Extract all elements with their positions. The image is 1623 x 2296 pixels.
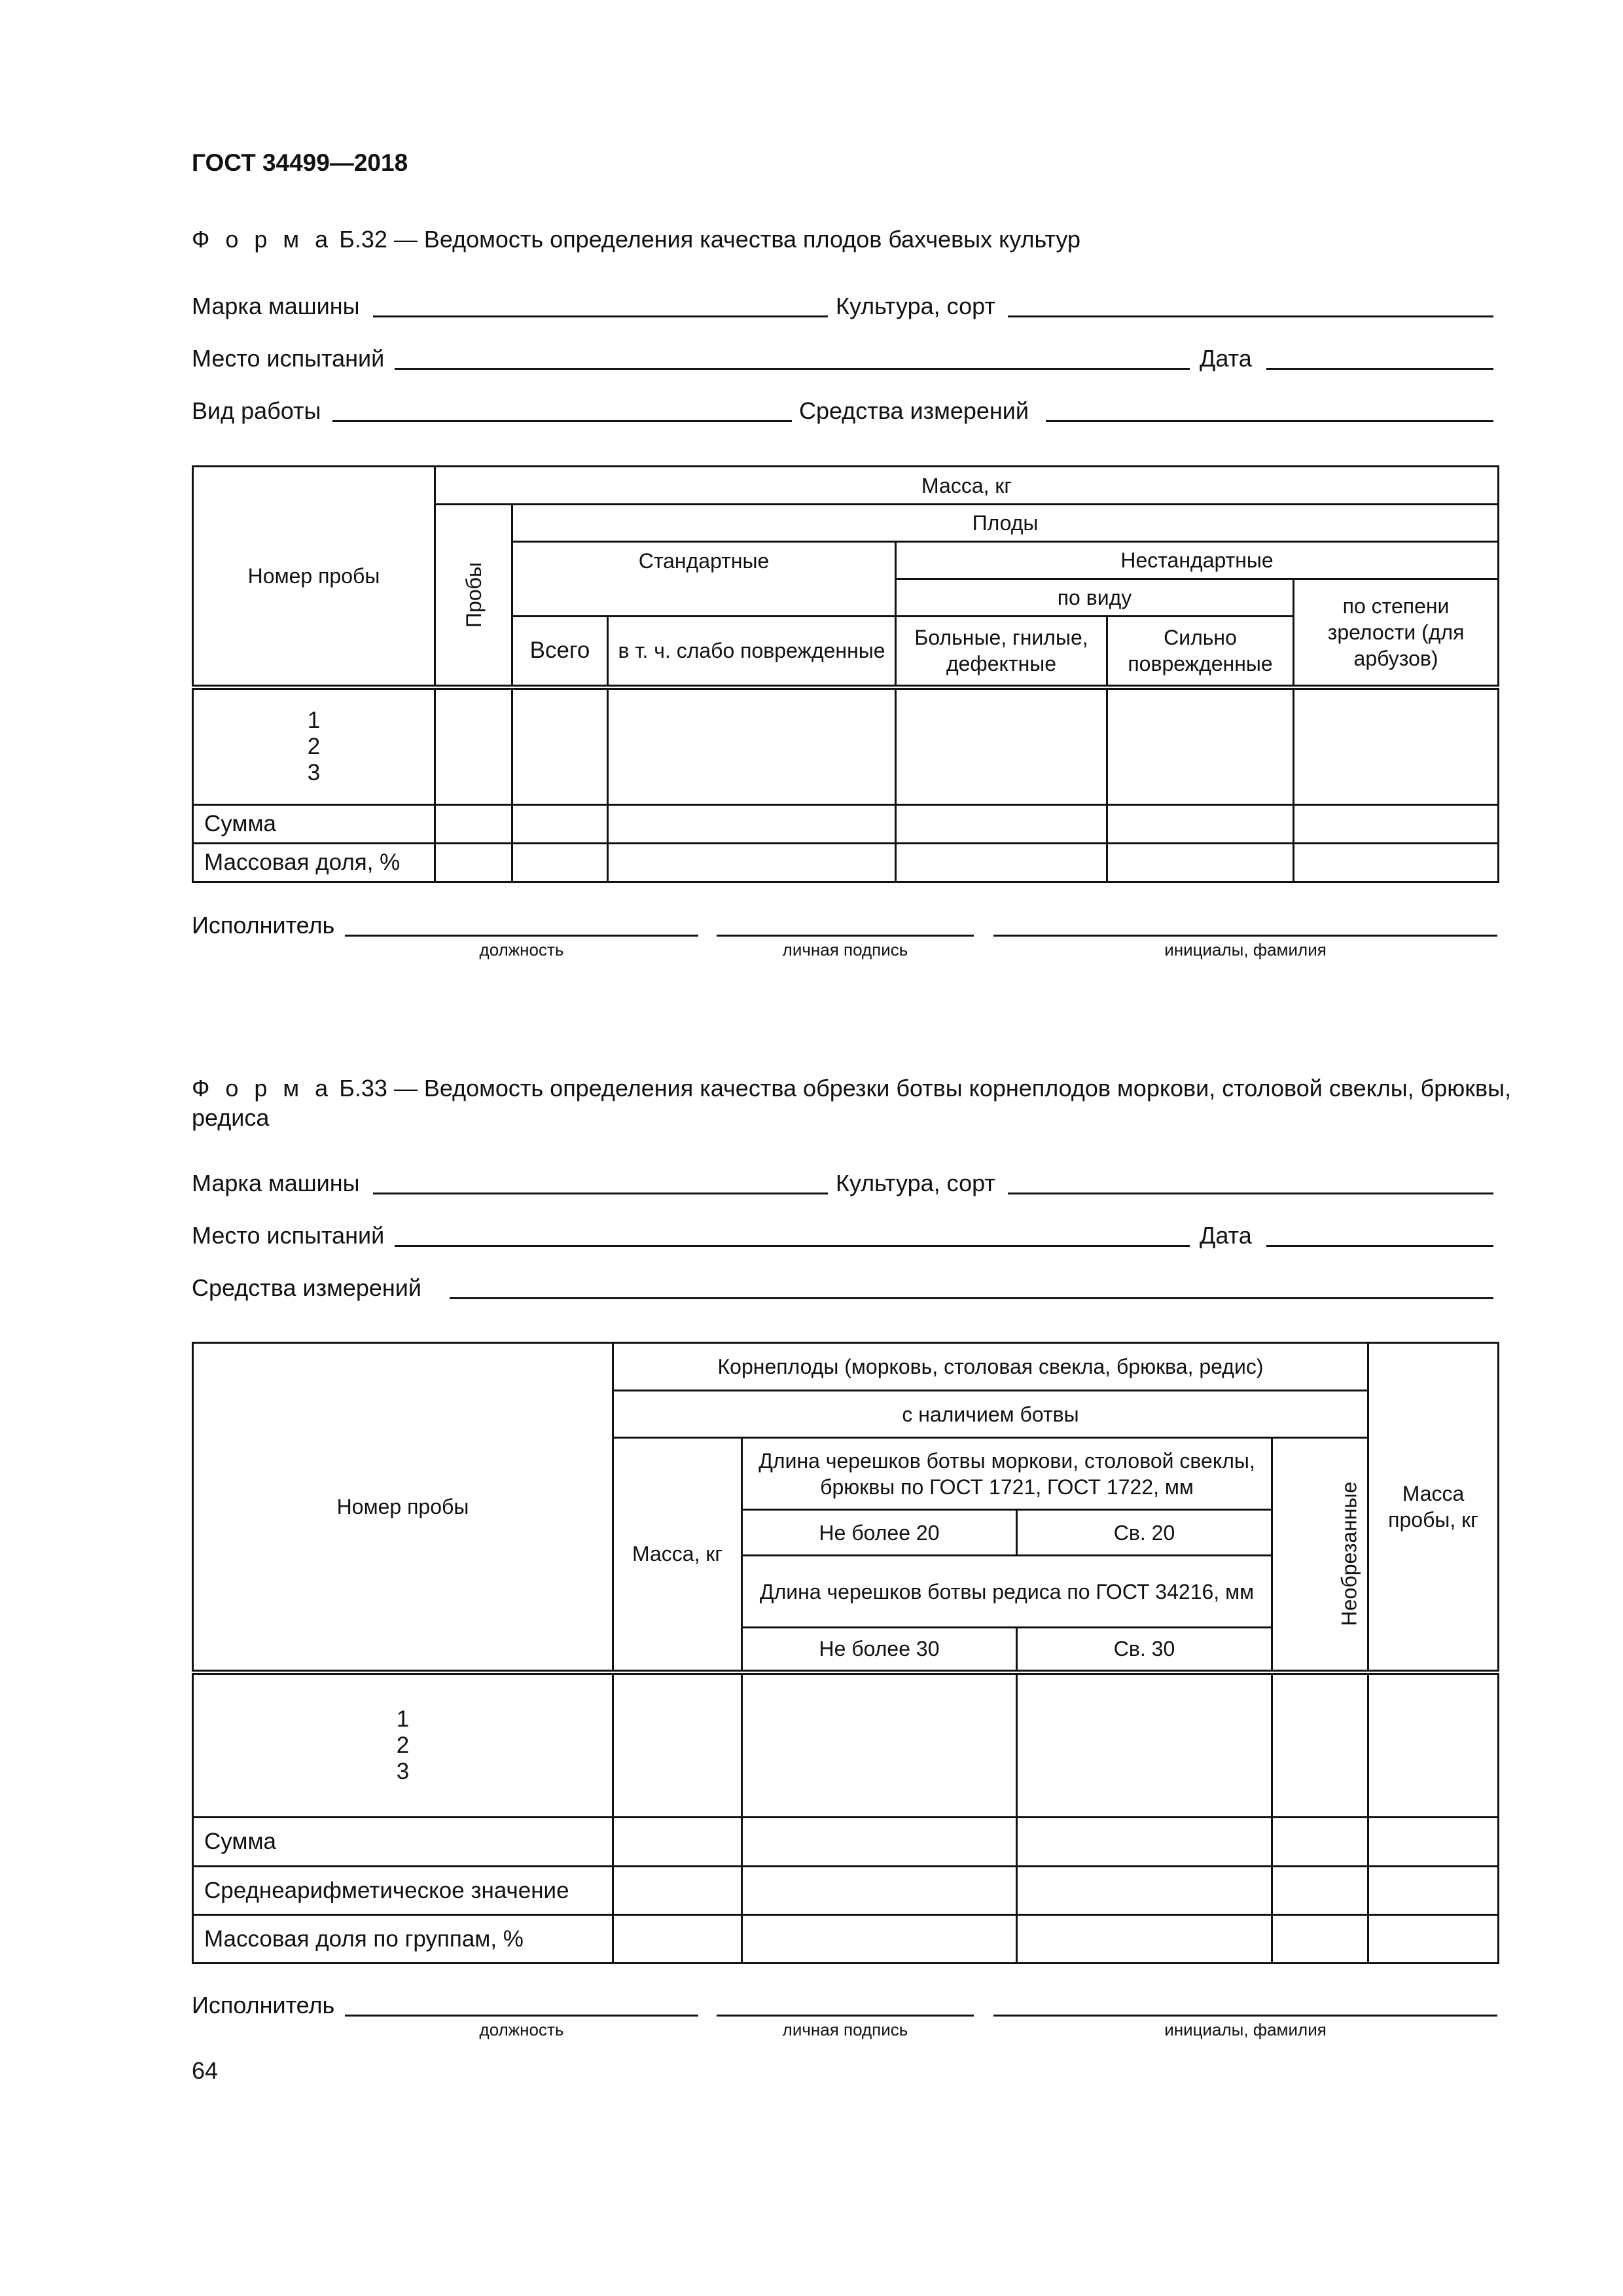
table-row-number: 3 — [307, 759, 321, 785]
form32-name-caption: инициалы, фамилия — [1164, 940, 1327, 960]
form33-machine-field[interactable] — [373, 1193, 828, 1194]
table-cell[interactable] — [608, 687, 896, 805]
form33-sample-number-header: Номер пробы — [193, 1343, 613, 1672]
form32-slightly-damaged-header: в т. ч. слабо поврежденные — [608, 617, 896, 687]
table-cell[interactable] — [512, 844, 608, 882]
form33-mean-row-label: Среднеарифметическое значение — [193, 1867, 613, 1915]
page-number: 64 — [192, 2057, 219, 2084]
form33-position-field[interactable] — [345, 2015, 698, 2017]
form32-title — [192, 226, 1080, 253]
form32-signature-field[interactable] — [717, 935, 974, 937]
form33-position-caption: должность — [479, 2020, 564, 2039]
form33-with-tops-header: с наличием ботвы — [613, 1391, 1368, 1438]
table-cell[interactable] — [613, 1867, 742, 1915]
table-cell[interactable] — [1368, 1672, 1499, 1818]
form32-machine-field[interactable] — [373, 315, 828, 317]
form32-by-ripeness-header: по степени зрелости (для арбузов) — [1294, 579, 1499, 687]
form33-place-label: Место испытаний — [192, 1222, 385, 1249]
table-cell[interactable] — [435, 844, 512, 882]
form33-untrimmed-header — [1272, 1438, 1368, 1672]
table-cell[interactable] — [1272, 1818, 1368, 1867]
form33-over-30-header: Св. 30 — [1017, 1628, 1272, 1672]
table-cell[interactable] — [1294, 687, 1499, 805]
table-cell[interactable] — [613, 1818, 742, 1867]
form32-sample-rows — [193, 687, 435, 805]
form32-sick-header: Больные, гнилые, дефектные — [896, 617, 1107, 687]
table-cell[interactable] — [1017, 1672, 1272, 1818]
form33-name-field[interactable] — [993, 2015, 1497, 2017]
form33-date-field[interactable] — [1266, 1245, 1493, 1247]
table-cell[interactable] — [613, 1672, 742, 1818]
form33-over-20-header: Св. 20 — [1017, 1510, 1272, 1556]
form33-sum-row-label: Сумма — [193, 1818, 613, 1867]
form32-position-field[interactable] — [345, 935, 698, 937]
form32-table — [192, 465, 1499, 883]
form32-position-caption: должность — [479, 940, 564, 960]
table-row-number: 2 — [307, 733, 321, 759]
form33-culture-field[interactable] — [1008, 1193, 1493, 1194]
table-row-number: 1 — [396, 1706, 410, 1732]
form32-form-word: Ф о р м а — [192, 226, 333, 253]
table-cell[interactable] — [1107, 805, 1294, 844]
form33-mass-kg-header: Масса, кг — [613, 1438, 742, 1672]
form33-title-line2: редиса — [192, 1104, 270, 1131]
form32-work-label: Вид работы — [192, 397, 321, 424]
form33-sample-rows — [193, 1672, 613, 1818]
form32-title-text: Б.32 — Ведомость определения качества плодов бахчевых культур — [332, 226, 1080, 253]
form32-standard-header: Стандартные — [512, 542, 896, 617]
form32-culture-field[interactable] — [1008, 315, 1493, 317]
table-cell[interactable] — [742, 1915, 1017, 1964]
table-cell[interactable] — [742, 1672, 1017, 1818]
form33-executor-label: Исполнитель — [192, 1992, 335, 2018]
table-cell[interactable] — [435, 687, 512, 805]
form32-samples-header — [435, 505, 512, 687]
form33-means-field[interactable] — [450, 1297, 1493, 1299]
table-cell[interactable] — [512, 805, 608, 844]
table-cell[interactable] — [608, 844, 896, 882]
form32-culture-label: Культура, сорт — [836, 293, 995, 319]
table-cell[interactable] — [1368, 1915, 1499, 1964]
table-cell[interactable] — [1017, 1867, 1272, 1915]
form33-not-more-30-header: Не более 30 — [742, 1628, 1017, 1672]
form32-signature-caption: личная подпись — [782, 940, 908, 960]
table-row-number: 2 — [396, 1732, 410, 1758]
form33-not-more-20-header: Не более 20 — [742, 1510, 1017, 1556]
table-cell[interactable] — [1272, 1915, 1368, 1964]
table-cell[interactable] — [608, 805, 896, 844]
table-cell[interactable] — [435, 805, 512, 844]
form33-place-field[interactable] — [395, 1245, 1190, 1247]
form33-signature-caption: личная подпись — [782, 2020, 908, 2039]
form33-length-carrot-header: Длина черешков ботвы моркови, столовой свеклы, брюквы по ГОСТ 1721, ГОСТ 1722, мм — [742, 1438, 1272, 1510]
table-cell[interactable] — [1368, 1818, 1499, 1867]
table-cell[interactable] — [1017, 1818, 1272, 1867]
table-cell[interactable] — [512, 687, 608, 805]
form32-means-field[interactable] — [1046, 420, 1493, 422]
table-cell[interactable] — [613, 1915, 742, 1964]
form33-group-share-row-label: Массовая доля по группам, % — [193, 1915, 613, 1964]
table-cell[interactable] — [1368, 1867, 1499, 1915]
form32-mass-share-row-label: Массовая доля, % — [193, 844, 435, 882]
form32-place-field[interactable] — [395, 368, 1190, 370]
table-cell[interactable] — [896, 805, 1107, 844]
table-cell[interactable] — [1272, 1672, 1368, 1818]
form33-means-label: Средства измерений — [192, 1274, 422, 1301]
table-cell[interactable] — [896, 844, 1107, 882]
form33-sample-mass-header: Масса пробы, кг — [1368, 1343, 1499, 1672]
form33-root-crops-header: Корнеплоды (морковь, столовая свекла, брюква, редис) — [613, 1343, 1368, 1391]
form33-title-text: Б.33 — Ведомость определения качества обрезки ботвы корнеплодов моркови, столовой свеклы, брюквы, — [332, 1075, 1512, 1102]
form33-name-caption: инициалы, фамилия — [1164, 2020, 1327, 2039]
form32-nonstandard-header: Нестандартные — [896, 542, 1499, 579]
form32-name-field[interactable] — [993, 935, 1497, 937]
form32-sample-number-header: Номер пробы — [193, 467, 435, 687]
form32-total-header: Всего — [512, 617, 608, 687]
table-cell[interactable] — [742, 1867, 1017, 1915]
form33-machine-label: Марка машины — [192, 1170, 360, 1196]
form32-fruits-header: Плоды — [512, 505, 1499, 542]
form33-title — [192, 1075, 1511, 1102]
table-cell[interactable] — [896, 687, 1107, 805]
form32-samples-label: Пробы — [461, 562, 486, 628]
form32-work-field[interactable] — [332, 420, 792, 422]
table-row-number: 1 — [307, 707, 321, 733]
document-header: ГОСТ 34499—2018 — [192, 149, 408, 176]
table-cell[interactable] — [1107, 687, 1294, 805]
form32-sum-row-label: Сумма — [193, 805, 435, 844]
table-row-number: 3 — [396, 1758, 410, 1784]
table-cell[interactable] — [742, 1818, 1017, 1867]
form32-date-label: Дата — [1200, 345, 1252, 372]
form32-by-type-header: по виду — [896, 579, 1294, 617]
form33-table — [192, 1342, 1499, 1964]
form32-place-label: Место испытаний — [192, 345, 385, 372]
form32-executor-label: Исполнитель — [192, 912, 335, 939]
form32-heavily-damaged-header: Сильно поврежденные — [1107, 617, 1294, 687]
form32-date-field[interactable] — [1266, 368, 1493, 370]
form33-culture-label: Культура, сорт — [836, 1170, 995, 1196]
table-cell[interactable] — [1294, 844, 1499, 882]
form32-machine-label: Марка машины — [192, 293, 360, 319]
form33-untrimmed-label: Необрезанные — [1337, 1481, 1361, 1626]
form32-mass-header: Масса, кг — [435, 467, 1499, 505]
table-cell[interactable] — [1272, 1867, 1368, 1915]
form33-date-label: Дата — [1200, 1222, 1252, 1249]
form33-length-radish-header: Длина черешков ботвы редиса по ГОСТ 34216, мм — [742, 1556, 1272, 1628]
form33-form-word: Ф о р м а — [192, 1075, 333, 1102]
form33-signature-field[interactable] — [717, 2015, 974, 2017]
form32-means-label: Средства измерений — [799, 397, 1029, 424]
table-cell[interactable] — [1107, 844, 1294, 882]
table-cell[interactable] — [1294, 805, 1499, 844]
table-cell[interactable] — [1017, 1915, 1272, 1964]
